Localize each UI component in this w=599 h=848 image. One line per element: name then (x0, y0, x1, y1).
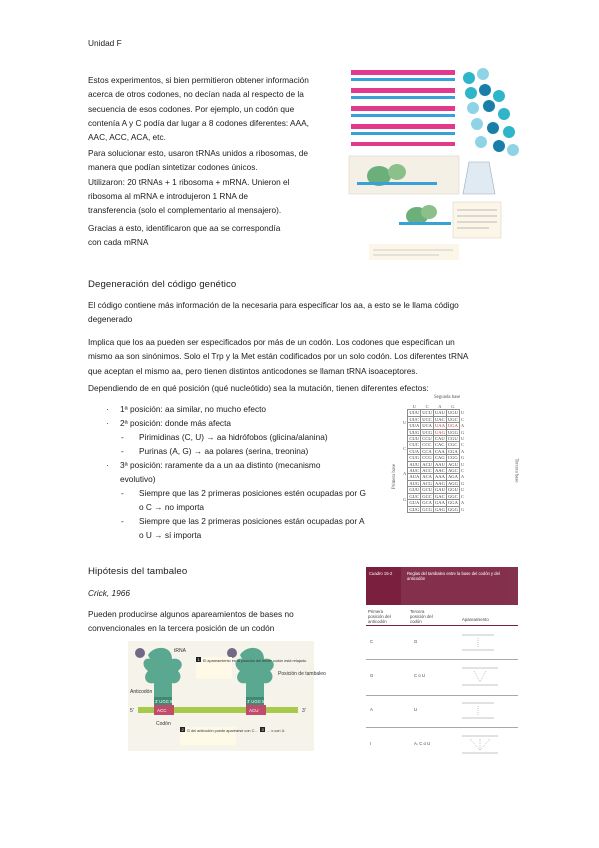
codon-cell: UUU (409, 410, 420, 416)
codon-cell: CUG (409, 455, 420, 461)
bullet-text: Purinas (A, G) → aa polares (serina, treonina) (139, 446, 309, 456)
text-line: Implica que los aa pueden ser especificados por más de un codón. Los codones que especifican un (88, 337, 455, 347)
codon-cell: UUG (409, 429, 420, 435)
pairing-diagram (458, 730, 502, 760)
codon-cell: CUU (409, 436, 420, 442)
three-prime-label: 3' (302, 708, 306, 714)
table-row (366, 695, 518, 728)
third-base-label: G (460, 455, 465, 461)
codon-cell: UUA (409, 423, 420, 429)
row-header: U (403, 420, 407, 426)
bullet-text-continued: o U → sí importa (139, 530, 202, 540)
codon-cell: AGA (447, 474, 458, 480)
bullet-text-continued: evolutivo) (120, 474, 156, 484)
step-note: G del anticodón puede aparearse con C... (187, 729, 258, 733)
codon-cell: UAC (434, 416, 445, 422)
bullet-text: 1ª posición: aa similar, no mucho efecto (120, 404, 267, 414)
row-header: G (403, 496, 407, 502)
codon-cell: GAC (434, 493, 445, 499)
text-line: ribosoma al mRNA e introdujeron 1 RNA de (88, 190, 249, 201)
dash-marker: - (121, 432, 124, 442)
codon-cell: CCC (422, 442, 432, 448)
codon-cell: UCC (422, 416, 432, 422)
third-base-label: U (460, 487, 465, 493)
text-line: convencionales en la tercera posición de un codón (88, 623, 275, 634)
codon-cell: CCG (422, 455, 432, 461)
dash-marker: - (121, 446, 124, 456)
codon-cell: UGU (447, 410, 458, 416)
codon-cell: UGC (447, 416, 458, 422)
text-line: AAC, ACC, ACA, etc. (88, 132, 166, 143)
codon-cell: UUC (409, 416, 420, 422)
codon-cell: AUU (409, 461, 420, 467)
column-header: Tercera posición del codón (410, 609, 433, 624)
five-prime-label: 5' (130, 708, 134, 714)
wobble-rules-table (366, 567, 518, 765)
third-base-label: A (460, 448, 465, 454)
third-base-label: A (460, 474, 465, 480)
bullet-text-continued: o C → no importa (139, 502, 205, 512)
codon-cell: GUG (409, 506, 420, 512)
codon-cell: GUU (409, 487, 420, 493)
third-base-label: U (460, 410, 465, 416)
codon-table (402, 404, 465, 513)
text-line: Utilizaron: 20 tRNAs + 1 ribosoma + mRNA. Unieron el (88, 176, 290, 187)
bullet-text: Siempre que las 2 primeras posiciones estén ocupadas por G (139, 488, 366, 498)
codon-cell: AAG (434, 480, 445, 486)
text-line: degenerado (88, 314, 133, 325)
text-line: manera que podían sintetizar codones únicos. (88, 162, 258, 173)
bullet-text: 3ª posición: raramente da a un aa distinto (mecanismo (120, 460, 321, 470)
codon-table-right-label: Tercera base (513, 458, 519, 483)
codon-cell: AGC (447, 468, 458, 474)
codon-table-left-label: Primera base (391, 464, 397, 489)
degeneracion-paragraph-3: Dependiendo de en qué posición (qué nucleótido) sea la mutación, tienen diferentes efectos: (88, 383, 429, 393)
pairing-diagram (458, 629, 498, 657)
column-header: Apareamiento (462, 617, 489, 622)
codon-cell: CGG (447, 455, 458, 461)
codon-cell: GGU (447, 487, 458, 493)
bullet-marker: · (106, 418, 109, 428)
third-base-label: U (460, 461, 465, 467)
codon-cell: CUC (409, 442, 419, 448)
row-codon-base: C o U (414, 673, 425, 678)
text-line: que aceptan el mismo aa, pero tienen distintos anticodones se llaman tRNA isoaceptores. (88, 365, 418, 376)
third-base-label: C (460, 442, 464, 448)
codon-cell: AAC (434, 468, 445, 474)
codon-cell: GAA (434, 500, 445, 506)
column-header: G (451, 404, 455, 409)
table-title-text: Reglas del tambaleo entre la base del codón y del anticodón (407, 571, 500, 581)
codon-cell: GUA (409, 500, 420, 506)
trna-circles (463, 68, 519, 156)
codon-cell: UGA (447, 423, 458, 429)
bullet-text: 2ª posición: donde más afecta (120, 418, 231, 428)
third-base-label: U (460, 436, 465, 442)
codon-cell: CGC (447, 442, 458, 448)
dash-marker: - (121, 516, 124, 526)
third-base-label: C (460, 468, 464, 474)
codon-cell: AGU (447, 461, 458, 467)
codon-cell: UCA (422, 423, 432, 429)
column-header: A (438, 404, 442, 409)
text-line: acerca de otros codones, no decían nada al respecto de la (88, 89, 304, 100)
codon-cell: CAA (434, 448, 445, 454)
column-header: Primera posición del anticodón (368, 609, 391, 624)
codon-cell: CAC (434, 442, 445, 448)
codon-cell: GUC (409, 493, 420, 499)
table-divider (366, 625, 518, 626)
third-base-label: G (460, 429, 465, 435)
intro-paragraph-1 (88, 73, 348, 144)
third-base-label: A (460, 423, 465, 429)
step-number: 2 (181, 727, 184, 732)
row-anticodon-base: I (370, 741, 372, 746)
codon-cell: GCA (422, 500, 432, 506)
intro-paragraph-2 (88, 146, 348, 217)
text-line: Estos experimentos, si bien permitieron obtener información (88, 75, 309, 85)
degeneracion-paragraph-2 (88, 335, 518, 378)
row-anticodon-base: C (370, 639, 374, 644)
pairing-diagram (458, 697, 498, 725)
row-anticodon-base: G (370, 673, 374, 678)
row-codon-base: G (414, 639, 418, 644)
row-anticodon-base: A (370, 707, 373, 712)
bullet-text: Pirimidinas (C, U) → aa hidrófobos (glicina/alanina) (139, 432, 328, 442)
codon-cell: GAU (434, 487, 445, 493)
codon-cell: AUA (409, 474, 420, 480)
codon-cell: UAG (434, 429, 445, 435)
codon-cell: UGG (447, 429, 458, 435)
text-line: Gracias a esto, identificaron que aa se correspondía (88, 223, 281, 233)
codon-cell: CUA (409, 448, 420, 454)
codon-table-figure (391, 395, 519, 554)
anticodon-label: Anticodón (130, 689, 153, 695)
section-title-tambaleo: Hipótesis del tambaleo (88, 566, 188, 577)
text-line: mismo aa son sinónimos. Solo el Trp y la Met están codificados por un solo codón. Los diferentes tRNA (88, 351, 469, 362)
codon-label: Codón (156, 721, 171, 727)
codon-cell: UCU (422, 410, 432, 416)
codon-cell: GGC (447, 493, 458, 499)
text-line: El código contiene más información de la necesaria para especificar los aa, a esto se le llama código (88, 300, 459, 310)
ribosome-panel (349, 156, 501, 260)
codon-cell: CAG (434, 455, 445, 461)
unit-header: Unidad F (88, 38, 122, 48)
bullet-text: Siempre que las 2 primeras posiciones están ocupadas por A (139, 516, 365, 526)
codon-cell: CCA (422, 448, 432, 454)
codon-cell: UCG (422, 429, 432, 435)
row-codon-base: A, C o U (414, 741, 431, 746)
anticodon-sequence: 3' UGG 5' (155, 699, 174, 704)
text-line: con cada mRNA (88, 237, 149, 248)
codon-cell: ACU (422, 461, 432, 467)
step-note: El apareamiento en la posición del tercer codón está relajado. (203, 659, 308, 663)
wobble-position-label: Posición de tambaleo (278, 671, 326, 677)
third-base-label: C (460, 493, 464, 499)
table-label-box (366, 567, 401, 605)
codon-cell: UAU (434, 410, 445, 416)
codon-table-top-label: Segunda base (434, 395, 461, 400)
text-line: Para solucionar esto, usaron tRNAs unidos a ribosomas, de (88, 148, 308, 158)
author-citation: Crick, 1966 (88, 588, 130, 598)
third-base-label: G (460, 506, 465, 512)
third-base-label: G (460, 480, 465, 486)
bullet-marker: · (106, 460, 109, 470)
table-row (366, 727, 518, 763)
codon-cell: CCU (422, 436, 432, 442)
table-title-box (401, 567, 518, 605)
anticodon-sequence: 3' UGG 5' (247, 699, 266, 704)
codon-cell: CGA (447, 448, 458, 454)
codon-sequence: ACC (157, 708, 167, 713)
table-row (366, 627, 518, 660)
codon-cell: GCG (422, 506, 432, 512)
step-number: 3 (261, 727, 264, 732)
row-header: A (403, 471, 407, 477)
step-number: 1 (197, 657, 200, 662)
codon-table-row (402, 506, 465, 512)
codon-cell: AUG (409, 480, 420, 486)
third-base-label: C (460, 416, 464, 422)
pairing-diagram (458, 662, 502, 692)
codon-cell: GGA (447, 500, 458, 506)
mrna-strips (351, 70, 455, 146)
codon-cell: GAG (434, 506, 445, 512)
text-line: contenía A y C podía dar lugar a 8 codones diferentes: AAA, (88, 117, 309, 128)
codon-cell: AAU (434, 461, 445, 467)
table-row (366, 659, 518, 696)
step-note: ... o con U. (267, 729, 286, 733)
codon-cell: GCU (422, 487, 432, 493)
codon-cell: GGG (447, 506, 458, 512)
section-title-degeneracion: Degeneración del código genético (88, 279, 237, 290)
codon-sequence: ACU (249, 708, 259, 713)
trna-label: tRNA (174, 648, 186, 654)
experiment-figure (349, 66, 523, 264)
codon-cell: GCC (422, 493, 432, 499)
tambaleo-paragraph (88, 607, 358, 636)
codon-cell: CGU (447, 436, 458, 442)
text-line: secuencia de esos codones. Por ejemplo, un codón que (88, 103, 295, 114)
wobble-figure (128, 641, 326, 751)
intro-paragraph-3 (88, 221, 348, 250)
degeneracion-paragraph-1 (88, 298, 508, 327)
codon-cell: CAU (434, 436, 445, 442)
column-header: C (425, 404, 429, 409)
codon-cell: UAA (434, 423, 445, 429)
text-line: Pueden producirse algunos apareamientos de bases no (88, 609, 294, 619)
codon-cell: AUC (409, 468, 420, 474)
codon-cell: ACG (422, 480, 432, 486)
row-header: C (403, 445, 407, 451)
column-header: U (412, 404, 416, 409)
bullet-marker: · (106, 404, 109, 414)
codon-cell: AAA (434, 474, 445, 480)
third-base-label: A (460, 500, 465, 506)
codon-cell: ACC (422, 468, 432, 474)
codon-cell: ACA (422, 474, 432, 480)
table-box-label: Cuadro 15-2 (369, 571, 393, 576)
text-line: transferencia (solo el complementario al mensajero). (88, 205, 282, 216)
dash-marker: - (121, 488, 124, 498)
row-codon-base: U (414, 707, 418, 712)
codon-cell: AGG (447, 480, 458, 486)
